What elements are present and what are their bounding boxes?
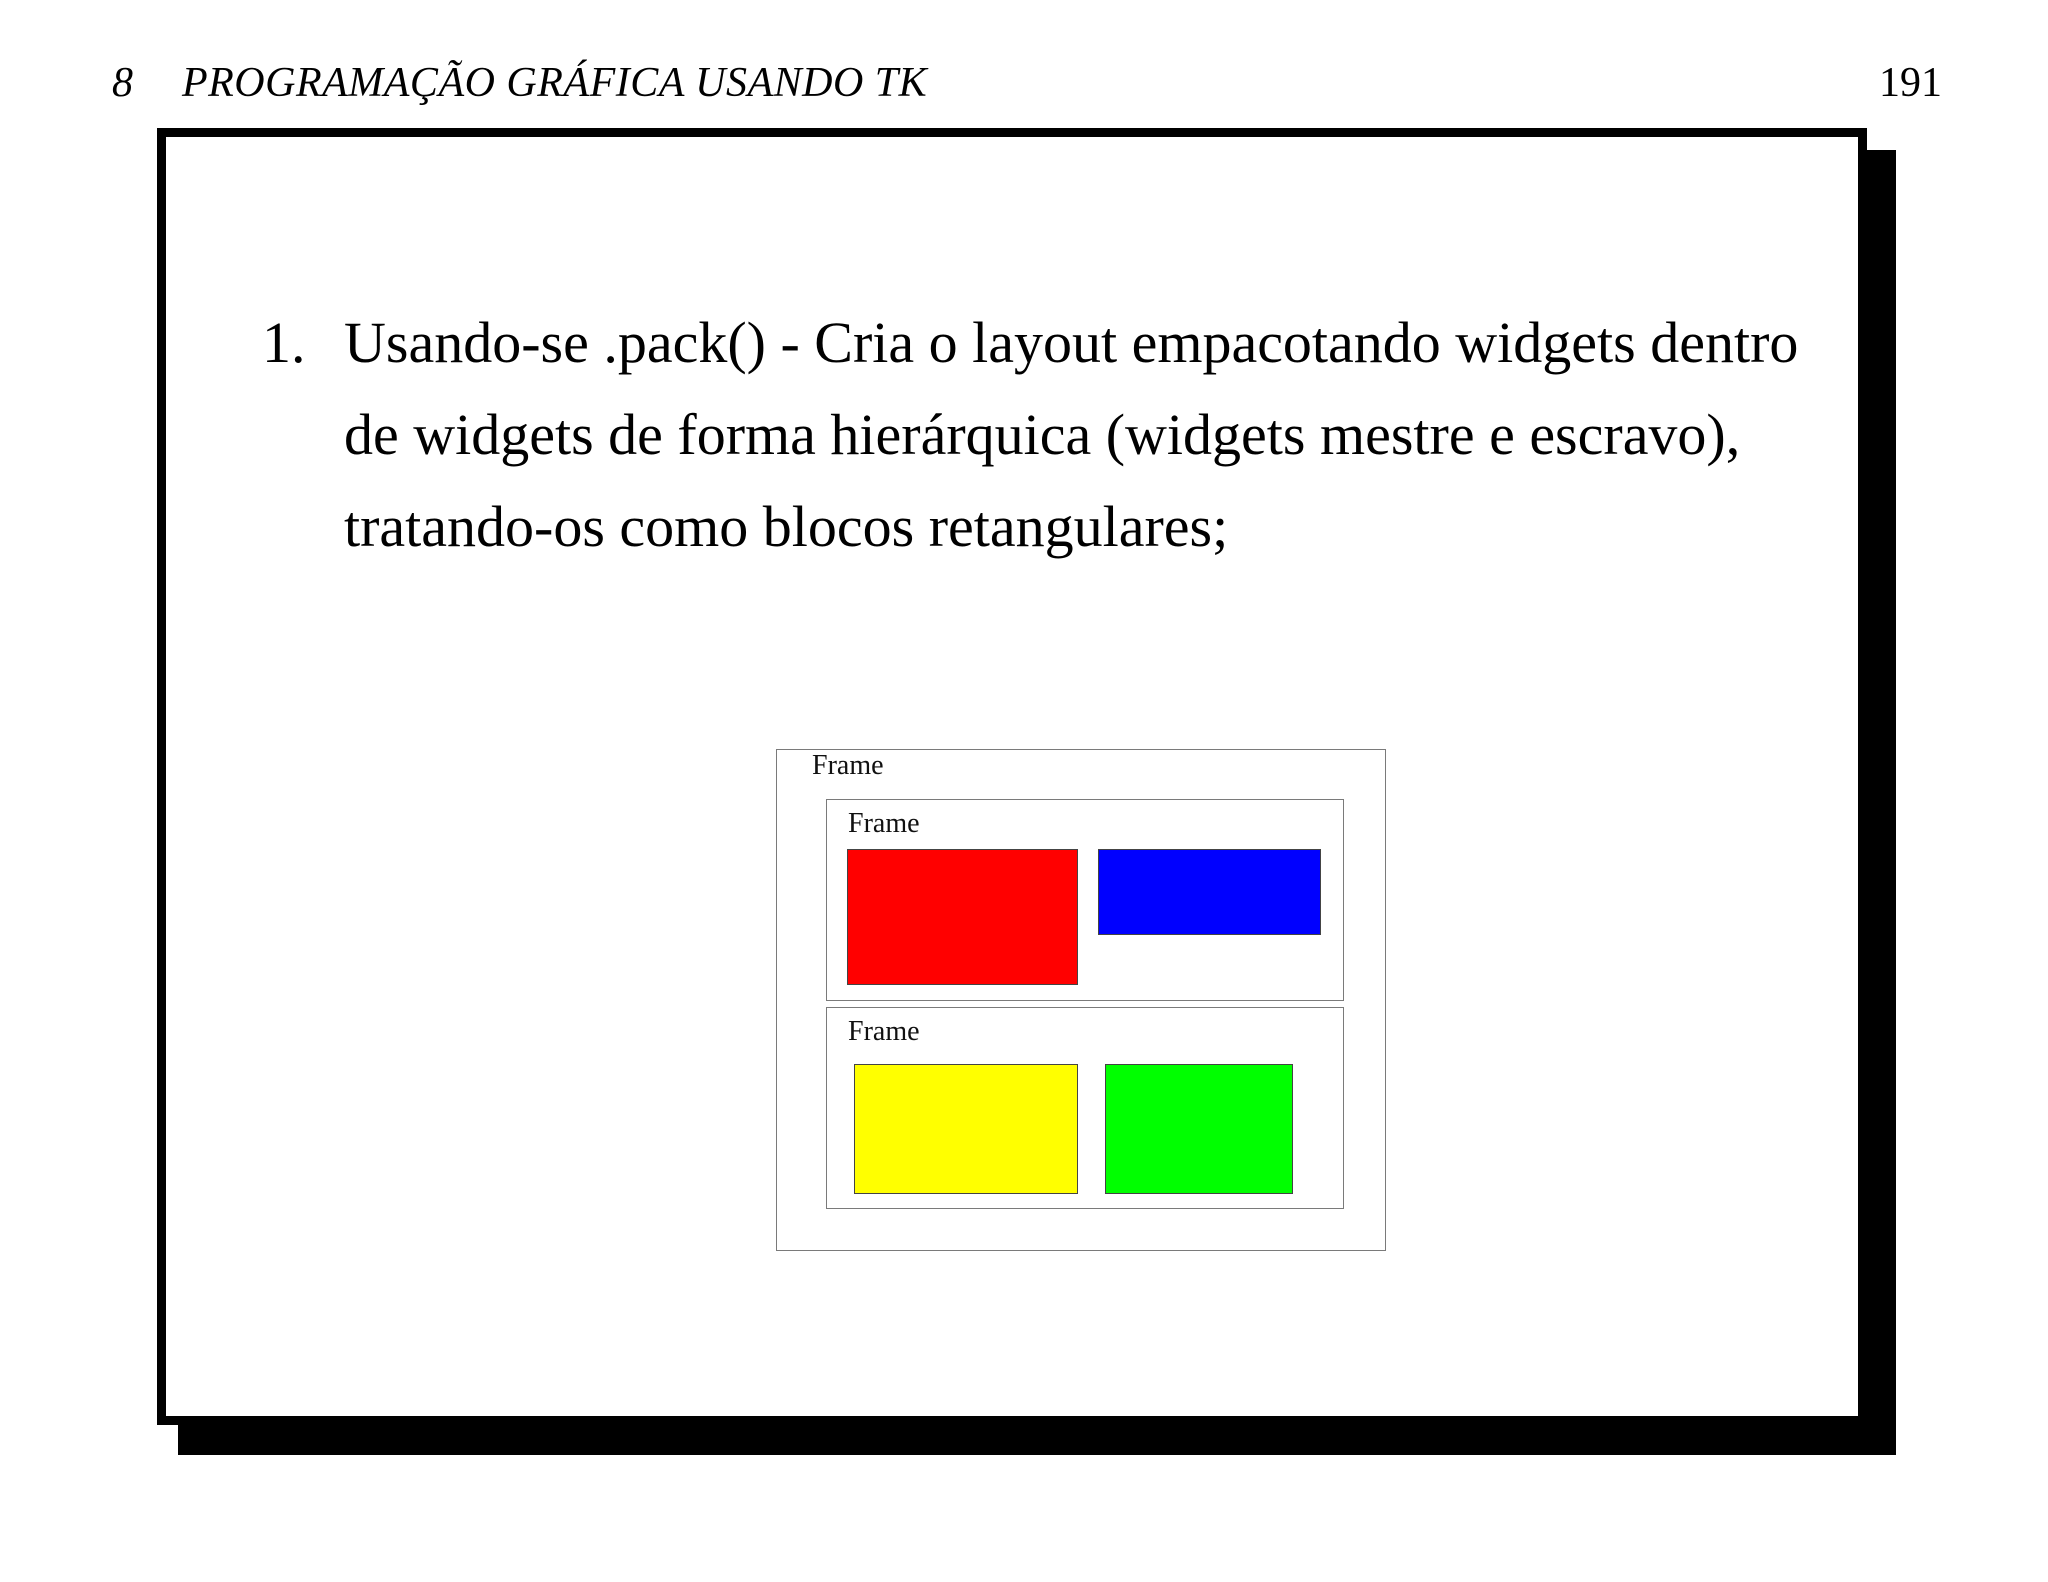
page-number: 191 [1879,60,1942,106]
slide-frame [157,128,1867,1425]
running-header [112,58,1942,108]
chapter-number: 8 [112,60,133,106]
red-widget [847,849,1078,985]
pack-layout-diagram [776,749,1386,1251]
yellow-widget [854,1064,1078,1194]
top-frame-label: Frame [848,808,920,839]
green-widget [1105,1064,1293,1194]
outer-frame-label: Frame [812,750,884,781]
bottom-frame-label: Frame [848,1016,920,1047]
blue-widget [1098,849,1321,935]
chapter-title: PROGRAMAÇÃO GRÁFICA USANDO TK [182,60,928,106]
enumerated-list [166,297,1866,573]
list-item [166,297,1866,573]
list-item-text: Usando-se .pack() - Cria o layout empacotando widgets dentro de widgets de forma hierárquica (widgets mestre e escravo), tratando-os como blocos retangulares; [344,310,1799,559]
list-item-number: 1. [262,310,306,375]
